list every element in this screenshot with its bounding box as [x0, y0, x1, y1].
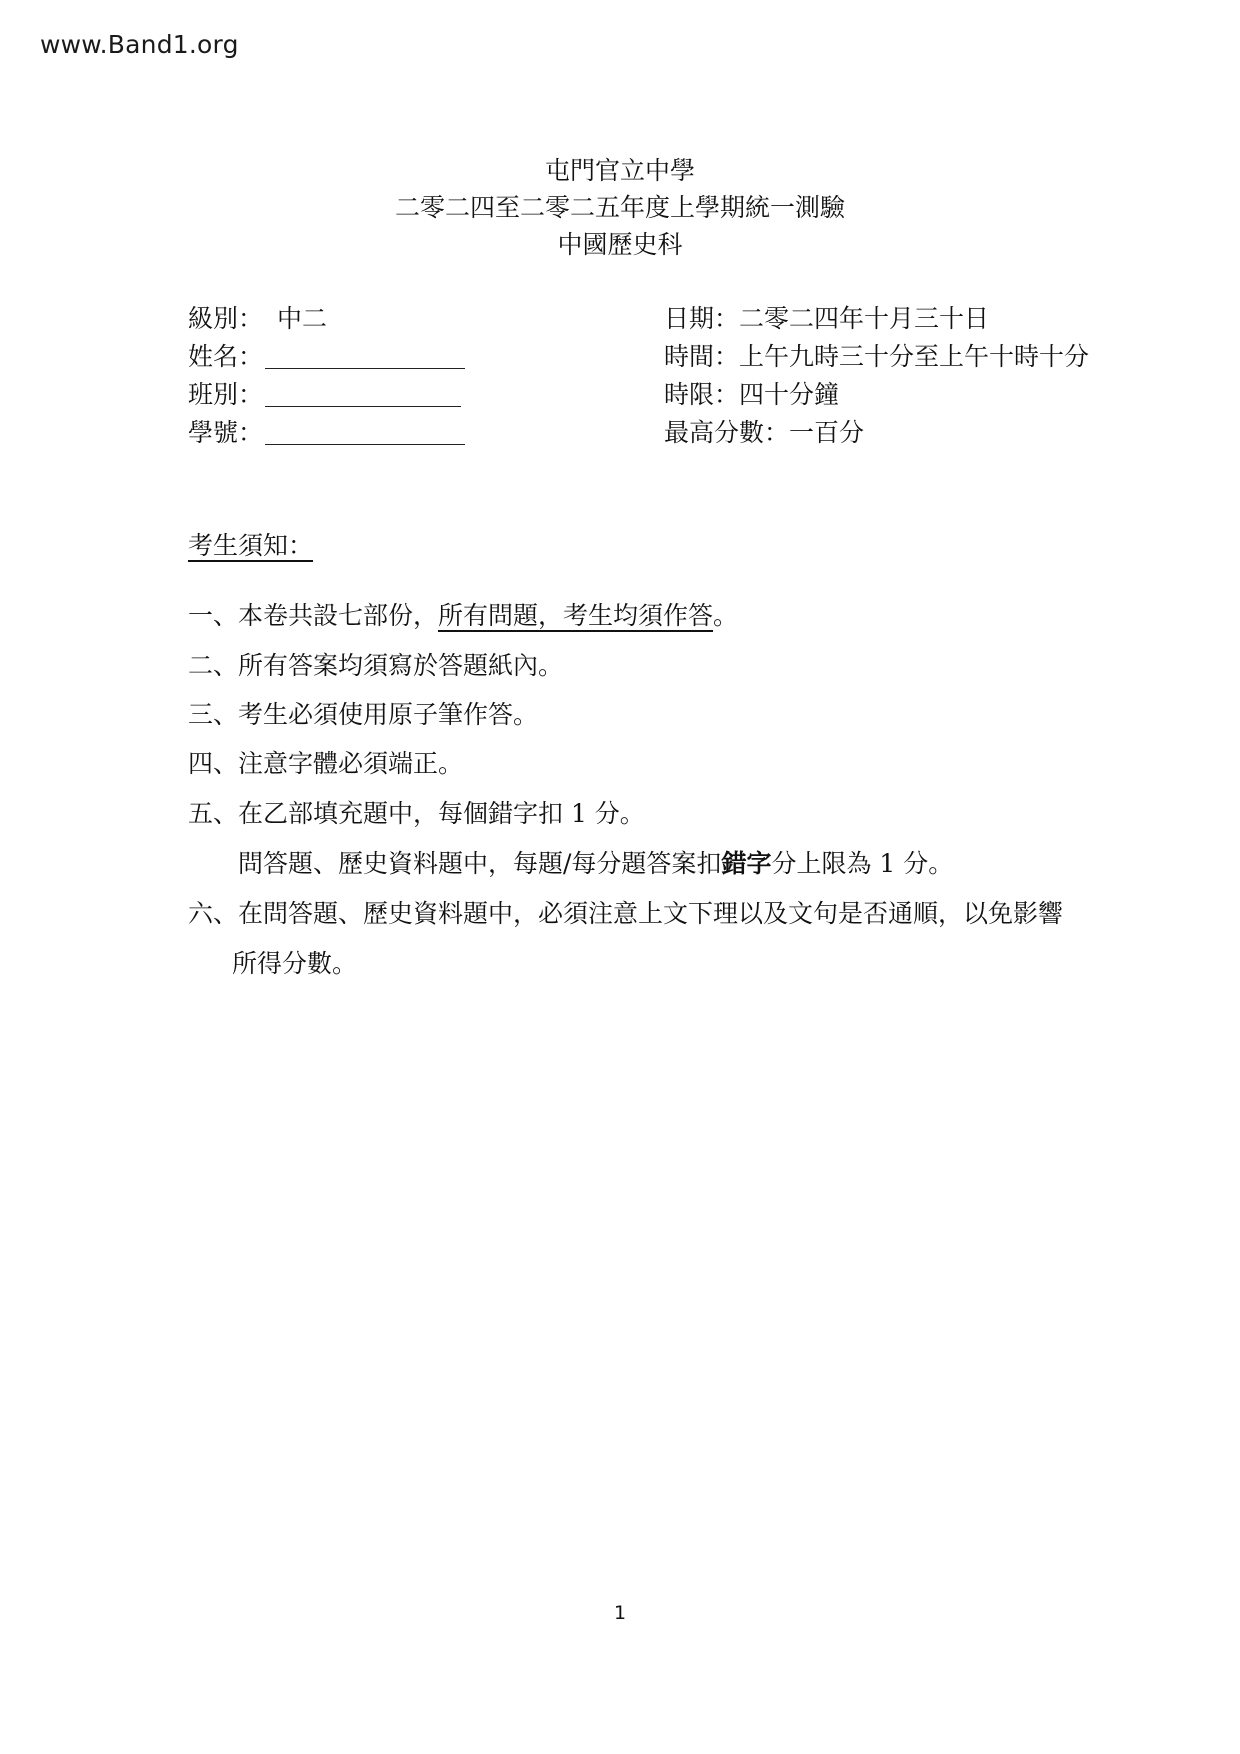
rule-5b-suffix: 分上限為 1 分。: [771, 849, 954, 878]
duration-line: 時限：四十分鐘: [664, 380, 840, 409]
time-line: 時間：上午九時三十分至上午十時十分: [664, 342, 1090, 371]
school-name: 屯門官立中學: [544, 156, 695, 185]
rule-6: 六、在問答題、歷史資料題中，必須注意上文下理以及文句是否通順，以免影響: [188, 899, 1064, 928]
rule-1-underlined: 所有問題，考生均須作答: [438, 601, 714, 630]
rule-5-continuation: [238, 846, 953, 882]
name-blank-line[interactable]: [265, 342, 465, 369]
rule-1-suffix: 。: [713, 601, 739, 630]
class-row: [188, 376, 465, 414]
student-info: [188, 300, 465, 452]
exam-header: [0, 152, 1240, 263]
rule-5: 五、在乙部填充題中，每個錯字扣 1 分。: [188, 799, 645, 828]
student-no-blank-line[interactable]: [265, 418, 465, 445]
rule-1: [188, 598, 738, 634]
name-label: 姓名：: [188, 342, 264, 371]
class-blank-line[interactable]: [265, 380, 461, 407]
grade-row: [188, 300, 465, 338]
max-score-line: 最高分數：一百分: [664, 418, 865, 447]
date-line: 日期：二零二四年十月三十日: [664, 304, 990, 333]
rule-3: 三、考生必須使用原子筆作答。: [188, 700, 539, 729]
rule-2: 二、所有答案均須寫於答題紙內。: [188, 651, 564, 680]
rule-5b-prefix: 問答題、歷史資料題中，每題/每分題答案扣: [238, 849, 722, 878]
rule-5b-bold: 錯字: [721, 849, 772, 878]
notice-title: 考生須知：: [188, 531, 314, 560]
grade-label: 級別：: [188, 304, 264, 333]
site-watermark: www.Band1.org: [40, 30, 239, 59]
rule-6-continuation: 所得分數。: [232, 949, 358, 978]
student-no-row: [188, 414, 465, 452]
name-row: [188, 338, 465, 376]
rule-1-prefix: 一、本卷共設七部份，: [188, 601, 439, 630]
exam-title: 二零二四至二零二五年度上學期統一測驗: [394, 193, 845, 222]
class-label: 班別：: [188, 380, 264, 409]
rule-4: 四、注意字體必須端正。: [188, 749, 464, 778]
subject-title: 中國歷史科: [557, 230, 683, 259]
page-number: 1: [613, 1602, 627, 1624]
exam-info: [664, 300, 1089, 452]
student-no-label: 學號：: [188, 418, 264, 447]
grade-value: 中二: [277, 304, 328, 333]
